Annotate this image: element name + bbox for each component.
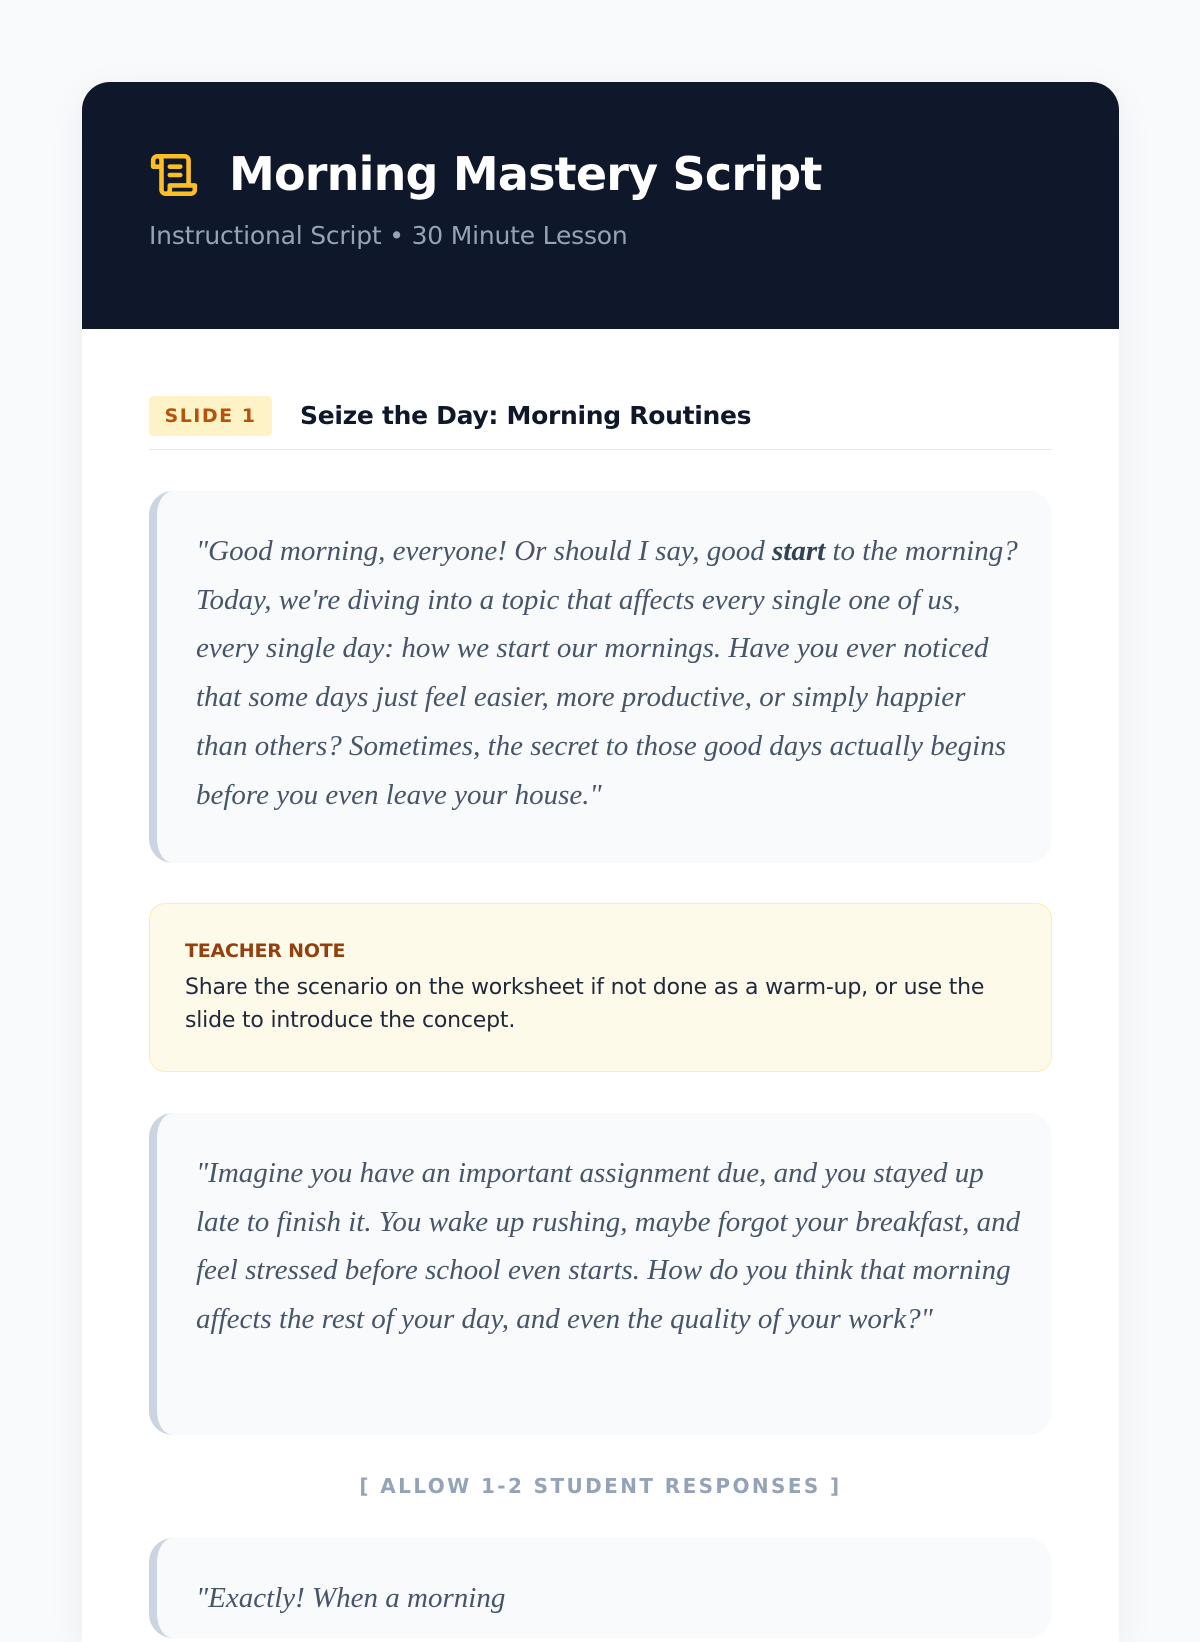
quote-text: to the morning? Today, we're diving into a topic that affects every single one of us, every single day: how we start our mornings. Have you ever noticed that some days just feel easier, more productive, or simply happier than others? Sometimes, the secret to those good days actually begins before you even leave your house." [196,535,1018,811]
script-quote [149,1113,1052,1435]
page-subtitle: Instructional Script • 30 Minute Lesson [149,221,628,250]
slide-badge: SLIDE 1 [149,396,272,436]
script-header [82,82,1119,329]
teacher-note-text: Share the scenario on the worksheet if not done as a warm-up, or use the slide to introduce the concept. [185,975,985,1033]
quote-text: "Imagine you have an important assignment due, and you stayed up late to finish it. You wake up rushing, maybe forgot your breakfast, and feel stressed before school even starts. How do you think that morning affects the rest of your day, and even the quality of your work?" [196,1157,1021,1336]
slide-heading [149,329,1052,450]
script-content [82,329,1119,1638]
page-title: Morning Mastery Script [229,147,822,201]
title-row [149,144,1119,204]
script-quote [149,1538,1052,1638]
slide-title: Seize the Day: Morning Routines [300,401,752,430]
quote-text: "Good morning, everyone! Or should I say, good [196,535,772,567]
teacher-note-label: TEACHER NOTE [185,940,346,962]
script-card [82,82,1119,1642]
quote-emphasis: start [772,535,826,567]
student-response-cue: [ ALLOW 1-2 STUDENT RESPONSES ] [359,1474,842,1498]
quote-text: "Exactly! When a morning [196,1582,506,1614]
teacher-note [149,903,1052,1072]
scroll-icon [149,150,199,200]
script-quote [149,491,1052,863]
